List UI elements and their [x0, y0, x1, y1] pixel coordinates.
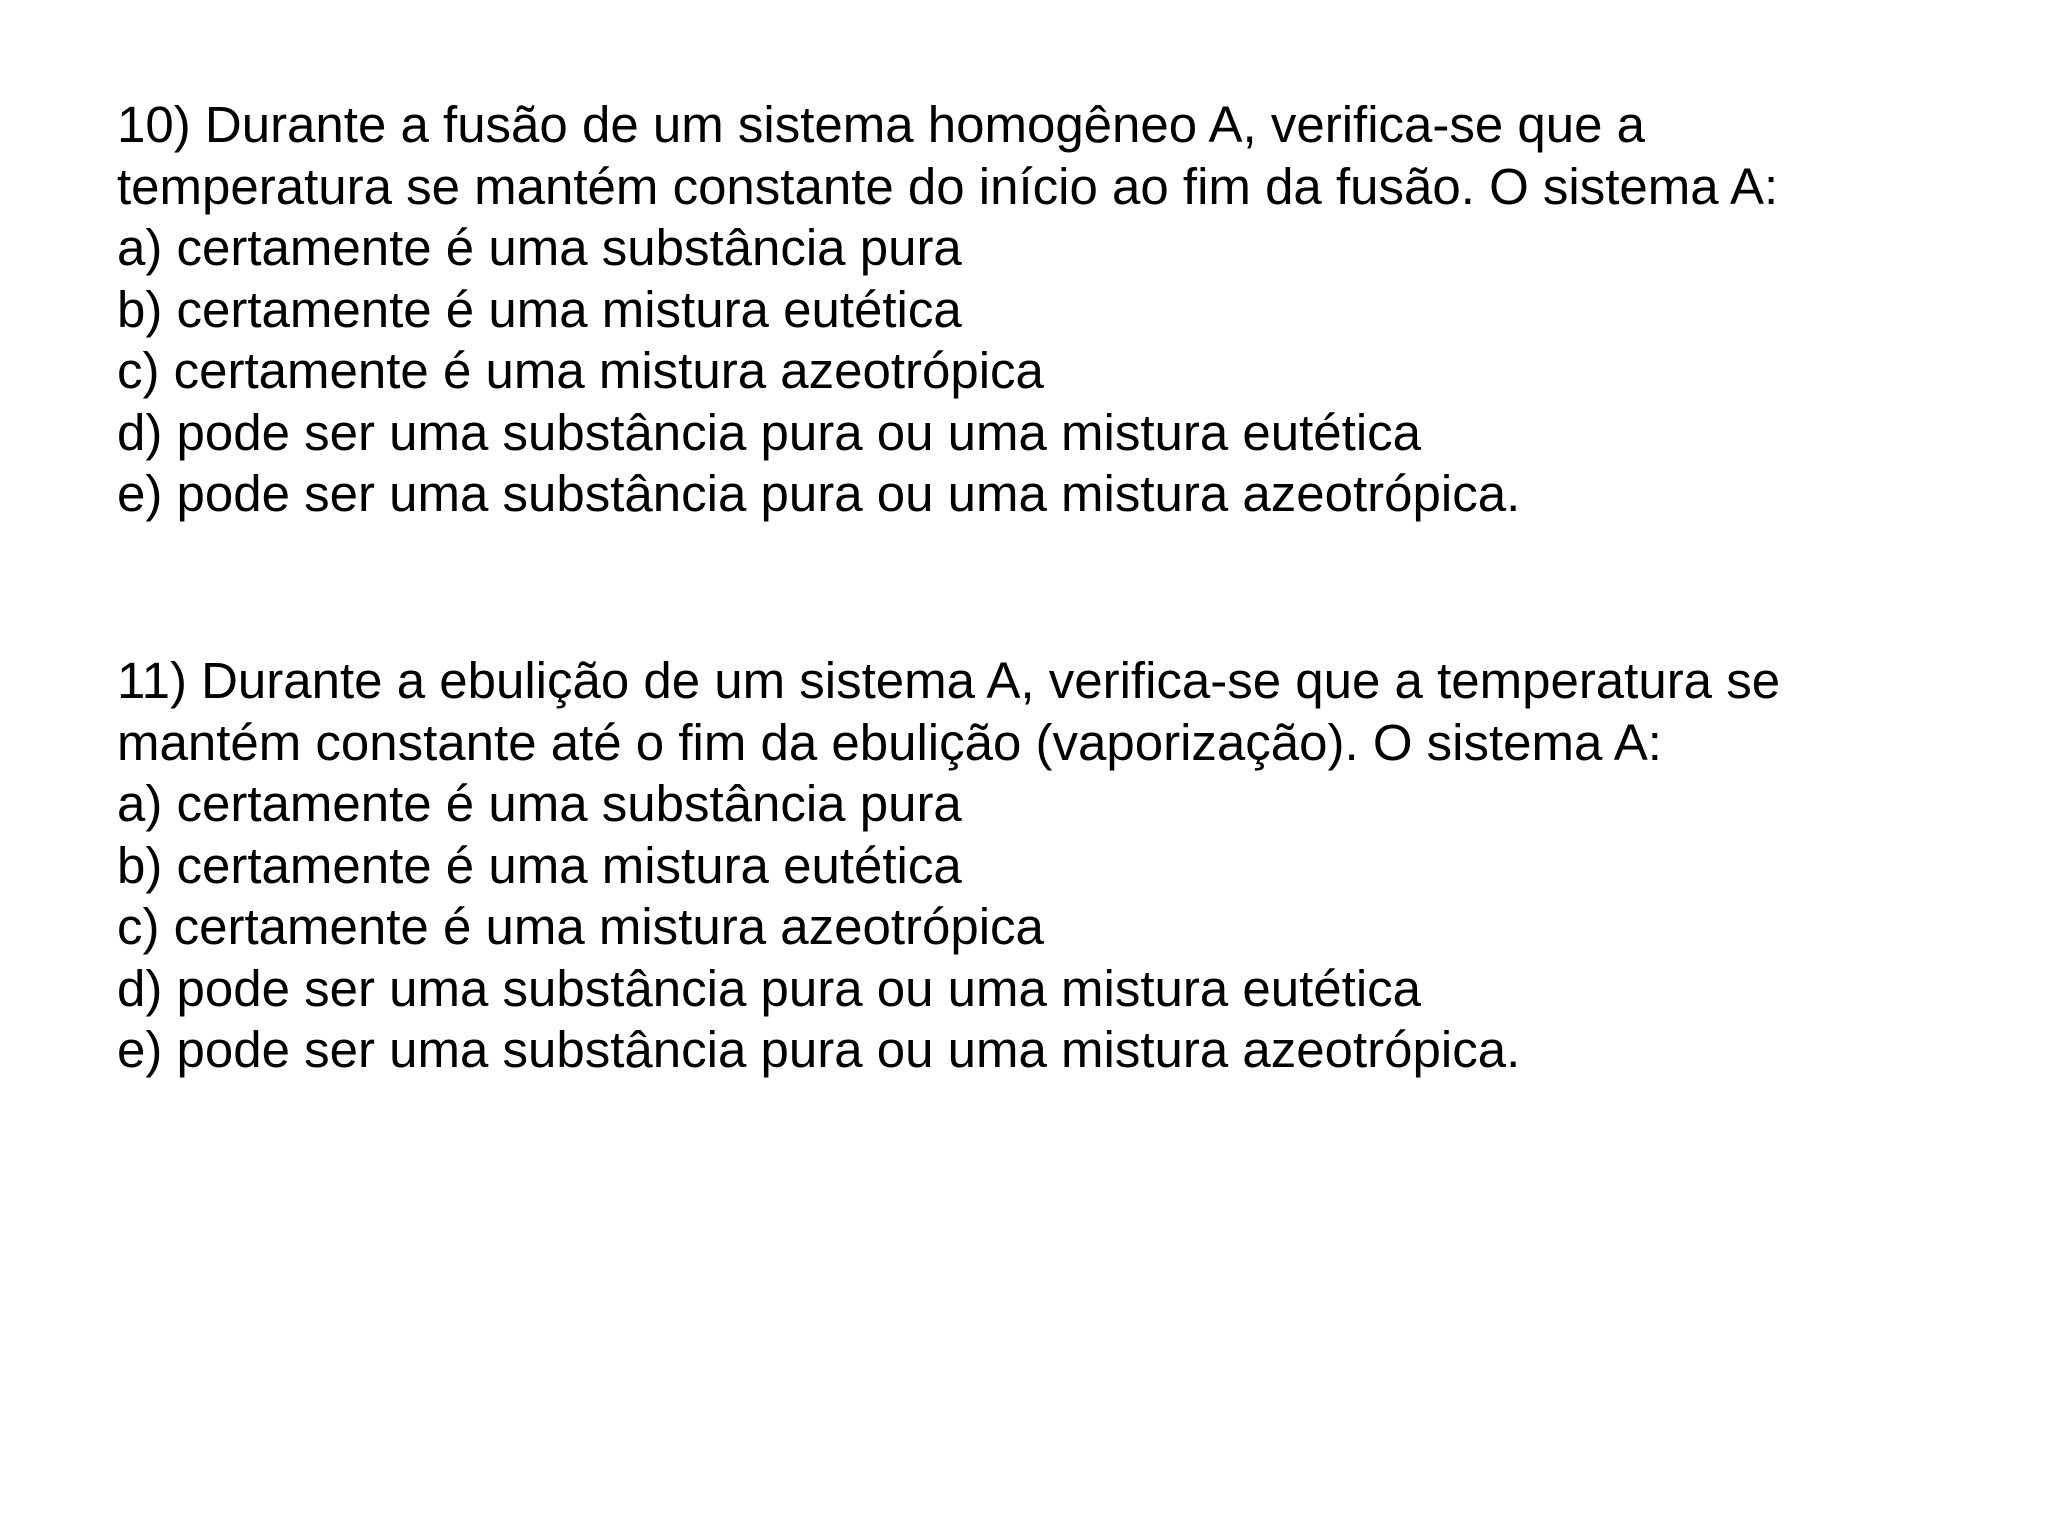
question-11-stem-line-2: mantém constante até o fim da ebulição (vaporização). O sistema A:	[117, 713, 1662, 771]
question-11-option-a: a) certamente é uma substância pura	[117, 775, 962, 832]
question-10-option-d: d) pode ser uma substância pura ou uma mistura eutética	[117, 403, 1422, 461]
question-11	[117, 650, 1780, 1081]
question-10-stem-line-2: temperatura se mantém constante do início ao fim da fusão. O sistema A:	[117, 157, 1779, 215]
question-11-option-b: b) certamente é uma mistura eutética	[117, 836, 962, 894]
question-11-option-d: d) pode ser uma substância pura ou uma mistura eutética	[117, 959, 1422, 1017]
question-11-option-e: e) pode ser uma substância pura ou uma mistura azeotrópica.	[117, 1021, 1521, 1078]
question-11-stem-line-1: 11) Durante a ebulição de um sistema A, verifica-se que a temperatura se	[117, 652, 1781, 709]
question-10	[117, 94, 1778, 525]
question-10-option-c: c) certamente é uma mistura azeotrópica	[117, 342, 1044, 399]
question-11-option-c: c) certamente é uma mistura azeotrópica	[117, 898, 1044, 955]
question-10-option-b: b) certamente é uma mistura eutética	[117, 280, 962, 338]
question-10-option-e: e) pode ser uma substância pura ou uma mistura azeotrópica.	[117, 465, 1521, 522]
question-10-stem-line-1: 10) Durante a fusão de um sistema homogêneo A, verifica-se que a	[117, 96, 1646, 153]
question-10-option-a: a) certamente é uma substância pura	[117, 219, 962, 276]
